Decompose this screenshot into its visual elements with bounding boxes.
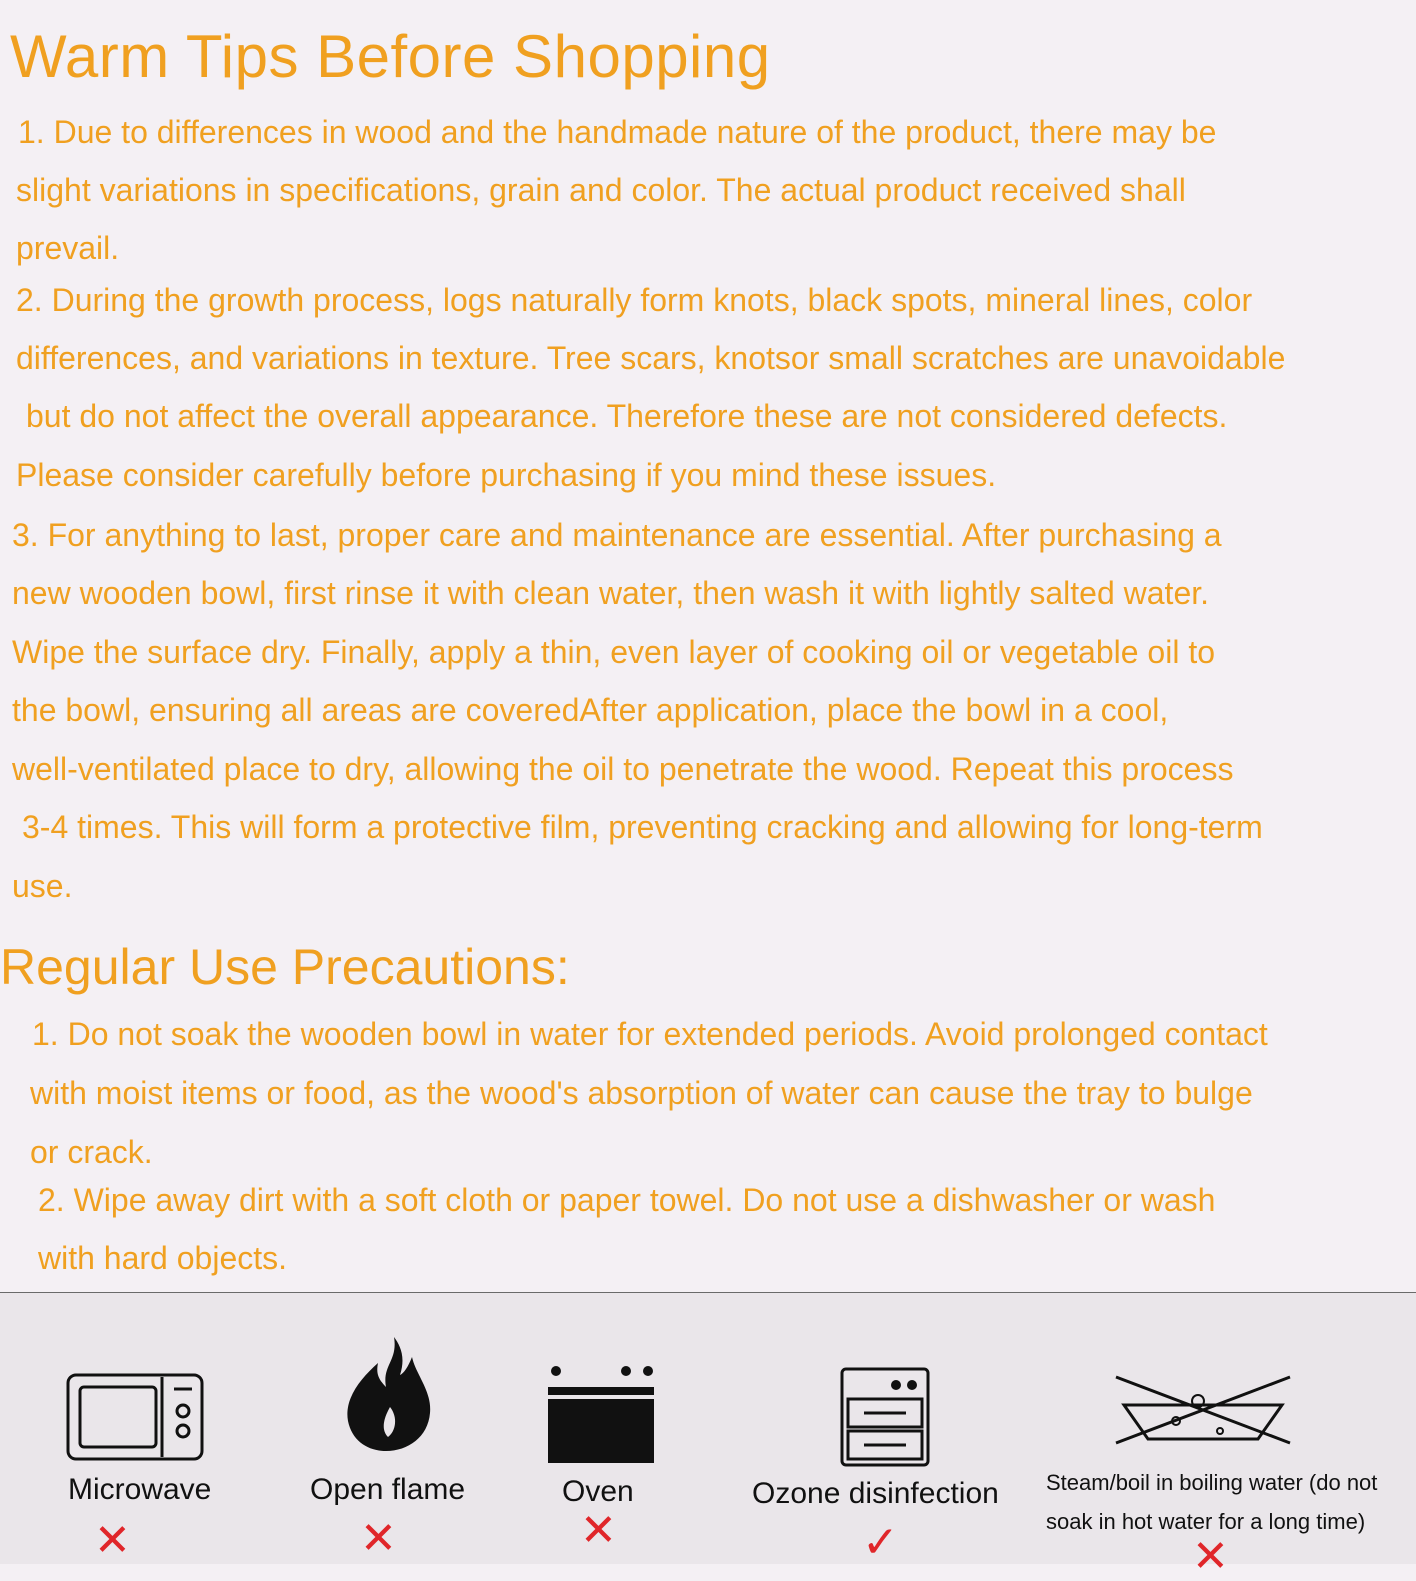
disinfection-cabinet-icon bbox=[840, 1367, 930, 1472]
allowed-icon: ✓ bbox=[862, 1518, 899, 1567]
tips-line: Please consider carefully before purchasing if you mind these issues. bbox=[16, 457, 997, 493]
microwave-icon bbox=[66, 1373, 204, 1466]
not-allowed-icon: ✕ bbox=[580, 1506, 617, 1555]
tips-line: 3-4 times. This will form a protective film, preventing cracking and allowing for long-term bbox=[22, 809, 1263, 845]
precautions-line: or crack. bbox=[30, 1134, 153, 1170]
tips-line: slight variations in specifications, grain and color. The actual product received shall bbox=[16, 172, 1186, 208]
tips-line: Wipe the surface dry. Finally, apply a thin, even layer of cooking oil or vegetable oil to bbox=[12, 634, 1215, 670]
tips-line: the bowl, ensuring all areas are coveredAfter application, place the bowl in a cool, bbox=[12, 692, 1169, 728]
precautions-line: with hard objects. bbox=[38, 1240, 288, 1276]
precautions-line: 1. Do not soak the wooden bowl in water for extended periods. Avoid prolonged contact bbox=[32, 1016, 1268, 1052]
usage-icons-panel bbox=[0, 1293, 1416, 1581]
boiling-pot-icon bbox=[1110, 1373, 1296, 1454]
boiling-label-line2: soak in hot water for a long time) bbox=[1046, 1509, 1366, 1534]
not-allowed-icon: ✕ bbox=[1192, 1532, 1229, 1581]
ozone-disinfection-label: Ozone disinfection bbox=[752, 1477, 999, 1510]
tips-line: new wooden bowl, first rinse it with clean water, then wash it with lightly salted water. bbox=[12, 575, 1210, 611]
tips-line: 2. During the growth process, logs naturally form knots, black spots, mineral lines, color bbox=[16, 282, 1253, 318]
tips-title: Warm Tips Before Shopping bbox=[10, 23, 771, 90]
tips-line: 1. Due to differences in wood and the handmade nature of the product, there may be bbox=[18, 114, 1217, 150]
oven-label: Oven bbox=[562, 1475, 634, 1508]
tips-line: well-ventilated place to dry, allowing the oil to penetrate the wood. Repeat this process bbox=[12, 751, 1234, 787]
boiling-label-line1: Steam/boil in boiling water (do not bbox=[1046, 1470, 1378, 1495]
precautions-title: Regular Use Precautions: bbox=[0, 939, 570, 995]
precautions-line: with moist items or food, as the wood's absorption of water can cause the tray to bulge bbox=[30, 1075, 1253, 1111]
tips-line: prevail. bbox=[16, 230, 120, 266]
oven-icon bbox=[546, 1363, 656, 1470]
precautions-line: 2. Wipe away dirt with a soft cloth or paper towel. Do not use a dishwasher or wash bbox=[38, 1182, 1216, 1218]
tips-line: but do not affect the overall appearance. Therefore these are not considered defects. bbox=[26, 398, 1228, 434]
not-allowed-icon: ✕ bbox=[360, 1514, 397, 1563]
open-flame-label: Open flame bbox=[310, 1473, 466, 1506]
tips-line: 3. For anything to last, proper care and maintenance are essential. After purchasing a bbox=[12, 517, 1222, 553]
tips-line: differences, and variations in texture. Tree scars, knotsor small scratches are unavoidable bbox=[16, 340, 1286, 376]
microwave-label: Microwave bbox=[68, 1473, 212, 1506]
flame-icon bbox=[342, 1335, 434, 1458]
tips-line: use. bbox=[12, 868, 73, 904]
not-allowed-icon: ✕ bbox=[94, 1516, 131, 1565]
